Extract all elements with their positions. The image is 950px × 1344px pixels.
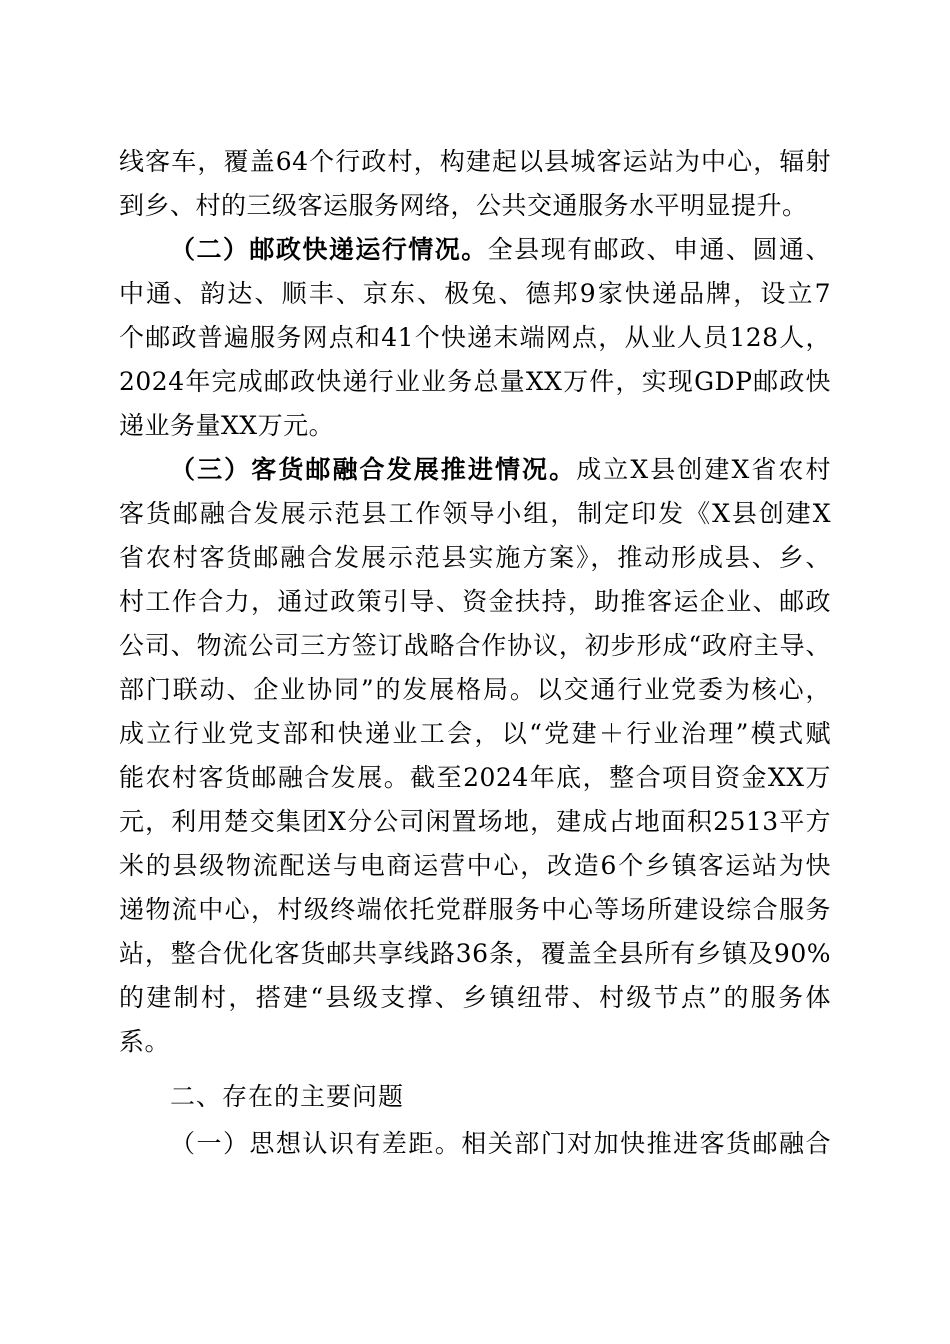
para3-line-5: 公司、物流公司三方签订战略合作协议，初步形成“政府主导、 xyxy=(119,631,831,660)
para3-line-6: 部门联动、企业协同”的发展格局。以交通行业党委为核心， xyxy=(119,675,831,704)
para3-line-10: 米的县级物流配送与电商运营中心，改造6个乡镇客运站为快 xyxy=(119,851,831,880)
para2-line-1 xyxy=(170,230,831,270)
para2-line-2: 中通、韵达、顺丰、京东、极兔、德邦9家快递品牌，设立7 xyxy=(119,279,831,308)
para3-line-12: 站，整合优化客货邮共享线路36条，覆盖全县所有乡镇及90% xyxy=(119,939,831,968)
para3-line-2: 客货邮融合发展示范县工作领导小组，制定印发《X县创建X xyxy=(119,499,831,528)
para1-line-2: 到乡、村的三级客运服务网络，公共交通服务水平明显提升。 xyxy=(119,191,808,220)
para4-line-1: （一）思想认识有差距。相关部门对加快推进客货邮融合 xyxy=(170,1129,831,1158)
para3-line-4: 村工作合力，通过政策引导、资金扶持，助推客运企业、邮政 xyxy=(119,587,831,616)
section-heading: 二、存在的主要问题 xyxy=(170,1082,405,1111)
para2-lead-heading: （二）邮政快递运行情况。 xyxy=(170,235,488,264)
para3-first-rest: 成立X县创建X省农村 xyxy=(576,455,831,484)
para3-line-1 xyxy=(170,450,831,490)
para3-lead-heading: （三）客货邮融合发展推进情况。 xyxy=(170,455,577,484)
para3-line-9: 元，利用楚交集团X分公司闲置场地，建成占地面积2513平方 xyxy=(119,807,831,836)
para2-line-3: 个邮政普遍服务网点和41个快递末端网点，从业人员128人， xyxy=(119,323,831,352)
para2-first-rest: 全县现有邮政、申通、圆通、 xyxy=(487,235,831,264)
para2-line-5: 递业务量XX万元。 xyxy=(119,411,335,440)
para3-line-3: 省农村客货邮融合发展示范县实施方案》，推动形成县、乡、 xyxy=(119,543,831,572)
para2-line-4: 2024年完成邮政快递行业业务总量XX万件，实现GDP邮政快 xyxy=(119,367,831,396)
para3-line-13: 的建制村，搭建“县级支撑、乡镇纽带、村级节点”的服务体 xyxy=(119,983,831,1012)
para3-line-11: 递物流中心，村级终端依托党群服务中心等场所建设综合服务 xyxy=(119,895,831,924)
para3-line-14: 系。 xyxy=(119,1027,171,1056)
para3-line-7: 成立行业党支部和快递业工会，以“党建＋行业治理”模式赋 xyxy=(119,719,831,748)
para1-line-1: 线客车，覆盖64个行政村，构建起以县城客运站为中心，辐射 xyxy=(119,147,831,176)
para3-line-8: 能农村客货邮融合发展。截至2024年底，整合项目资金XX万 xyxy=(119,763,831,792)
